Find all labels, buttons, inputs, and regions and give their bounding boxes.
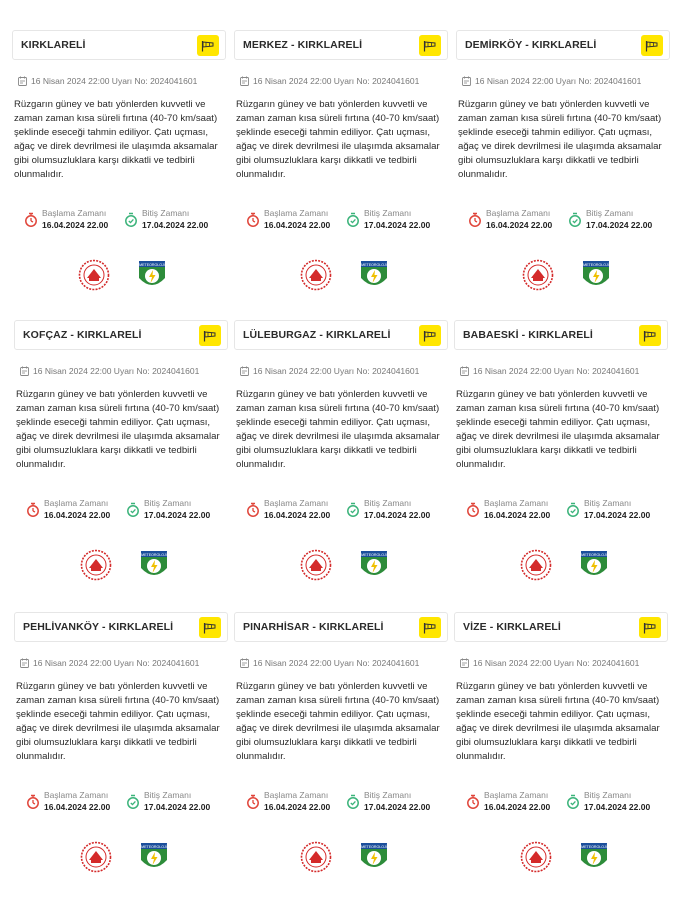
logos (456, 258, 670, 294)
start-value: 16.04.2024 22.00 (486, 220, 553, 230)
logos (14, 548, 228, 584)
meta-text: 16 Nisan 2024 22:00 Uyarı No: 2024041601 (31, 76, 198, 86)
card-header (14, 320, 228, 350)
warning-card[interactable] (234, 30, 448, 320)
clock-check-icon (126, 794, 140, 810)
windsock-icon (641, 35, 663, 56)
warning-meta (20, 366, 199, 376)
region-title: VİZE - KIRKLARELİ (463, 621, 561, 633)
warning-description: Rüzgarın güney ve batı yönlerden kuvvetli ve zaman zaman kısa süreli fırtına (40-70 km/saat) şeklinde eseceği tahmin ediliyor. Çatı uçması, ağaç ve direk devrilmesi ile ulaşımda aksamalar gibi olumsuzluklara karşı dikkatli ve tedbirli olunmalıdır. (16, 681, 220, 762)
ministry-emblem-logo (80, 840, 112, 874)
end-label: Bitiş Zamanı (584, 790, 632, 800)
end-label: Bitiş Zamanı (586, 208, 634, 218)
start-label: Başlama Zamanı (264, 208, 329, 218)
start-time (26, 498, 110, 520)
warning-card[interactable] (234, 320, 448, 610)
meta-text: 16 Nisan 2024 22:00 Uyarı No: 2024041601 (475, 76, 642, 86)
end-label: Bitiş Zamanı (144, 498, 192, 508)
ministry-emblem-logo (300, 258, 332, 292)
region-title: KIRKLARELİ (21, 39, 86, 51)
warning-description: Rüzgarın güney ve batı yönlerden kuvvetli ve zaman zaman kısa süreli fırtına (40-70 km/saat) şeklinde eseceği tahmin ediliyor. Çatı uçması, ağaç ve direk devrilmesi ile ulaşımda aksamalar gibi olumsuzluklara karşı dikkatli ve tedbirli olunmalıdır. (14, 99, 218, 180)
region-title: PEHLİVANKÖY - KIRKLARELİ (23, 621, 174, 633)
meteoroloji-logo (358, 258, 390, 292)
warning-meta (20, 658, 199, 668)
calendar-icon (240, 76, 249, 86)
logos (454, 548, 668, 584)
meta-text: 16 Nisan 2024 22:00 Uyarı No: 2024041601 (473, 366, 640, 376)
end-value: 17.04.2024 22.00 (364, 510, 431, 520)
svg-text:METEOROLOJİ: METEOROLOJİ (581, 552, 607, 557)
windsock-icon (639, 325, 661, 346)
clock-check-icon (566, 794, 580, 810)
start-label: Başlama Zamanı (484, 498, 549, 508)
region-title: PINARHİSAR - KIRKLARELİ (243, 621, 384, 633)
clock-check-icon (124, 212, 138, 228)
end-time (126, 790, 210, 812)
calendar-icon (20, 366, 29, 376)
end-value: 17.04.2024 22.00 (364, 802, 431, 812)
windsock-icon (419, 35, 441, 56)
time-range (18, 790, 228, 818)
logos (234, 840, 448, 876)
clock-check-icon (346, 502, 360, 518)
end-time (346, 498, 430, 520)
start-value: 16.04.2024 22.00 (484, 510, 551, 520)
calendar-icon (460, 658, 469, 668)
start-time (246, 208, 330, 230)
ministry-emblem-logo (300, 840, 332, 874)
end-time (126, 498, 210, 520)
svg-text:METEOROLOJİ: METEOROLOJİ (583, 262, 609, 267)
ministry-emblem-logo (522, 258, 554, 292)
meteoroloji-logo (358, 548, 390, 582)
end-label: Bitiş Zamanı (364, 208, 412, 218)
calendar-icon (460, 366, 469, 376)
start-value: 16.04.2024 22.00 (484, 802, 551, 812)
warning-card[interactable] (14, 612, 228, 902)
clock-check-icon (568, 212, 582, 228)
windsock-icon (419, 325, 441, 346)
start-value: 16.04.2024 22.00 (44, 802, 111, 812)
start-label: Başlama Zamanı (484, 790, 549, 800)
alarm-clock-icon (26, 794, 40, 810)
meta-text: 16 Nisan 2024 22:00 Uyarı No: 2024041601 (253, 76, 420, 86)
time-range (238, 790, 448, 818)
end-value: 17.04.2024 22.00 (142, 220, 209, 230)
alarm-clock-icon (26, 502, 40, 518)
ministry-emblem-logo (520, 840, 552, 874)
warning-meta (18, 76, 197, 86)
meteoroloji-logo (578, 548, 610, 582)
svg-text:METEOROLOJİ: METEOROLOJİ (141, 552, 167, 557)
end-time (124, 208, 208, 230)
clock-check-icon (346, 212, 360, 228)
end-label: Bitiş Zamanı (144, 790, 192, 800)
ministry-emblem-logo (520, 548, 552, 582)
end-time (566, 790, 650, 812)
card-header (454, 612, 668, 642)
windsock-icon (419, 617, 441, 638)
calendar-icon (240, 658, 249, 668)
time-range (460, 208, 670, 236)
end-value: 17.04.2024 22.00 (364, 220, 431, 230)
warning-card[interactable] (454, 612, 668, 902)
start-value: 16.04.2024 22.00 (264, 802, 331, 812)
meteoroloji-logo (358, 840, 390, 874)
start-time (468, 208, 552, 230)
windsock-icon (639, 617, 661, 638)
warning-meta (240, 366, 419, 376)
region-title: BABAESKİ - KIRKLARELİ (463, 329, 593, 341)
warning-card[interactable] (456, 30, 670, 320)
warning-meta (460, 658, 639, 668)
meteoroloji-logo (578, 840, 610, 874)
end-label: Bitiş Zamanı (364, 498, 412, 508)
meteoroloji-logo (136, 258, 168, 292)
calendar-icon (18, 76, 27, 86)
meta-text: 16 Nisan 2024 22:00 Uyarı No: 2024041601 (253, 658, 420, 668)
meta-text: 16 Nisan 2024 22:00 Uyarı No: 2024041601 (33, 658, 200, 668)
alarm-clock-icon (466, 794, 480, 810)
svg-text:METEOROLOJİ: METEOROLOJİ (361, 262, 387, 267)
region-title: DEMİRKÖY - KIRKLARELİ (465, 39, 597, 51)
ministry-emblem-logo (78, 258, 110, 292)
card-header (234, 612, 448, 642)
start-label: Başlama Zamanı (486, 208, 551, 218)
logos (12, 258, 226, 294)
end-label: Bitiş Zamanı (142, 208, 190, 218)
meta-text: 16 Nisan 2024 22:00 Uyarı No: 2024041601 (33, 366, 200, 376)
calendar-icon (462, 76, 471, 86)
start-time (24, 208, 108, 230)
alarm-clock-icon (246, 502, 260, 518)
meta-text: 16 Nisan 2024 22:00 Uyarı No: 2024041601 (473, 658, 640, 668)
start-value: 16.04.2024 22.00 (44, 510, 111, 520)
warning-card[interactable] (454, 320, 668, 610)
windsock-icon (197, 35, 219, 56)
clock-check-icon (126, 502, 140, 518)
card-header (234, 320, 448, 350)
warning-description: Rüzgarın güney ve batı yönlerden kuvvetli ve zaman zaman kısa süreli fırtına (40-70 km/saat) şeklinde eseceği tahmin ediliyor. Çatı uçması, ağaç ve direk devrilmesi ile ulaşımda aksamalar gibi olumsuzluklara karşı dikkatli ve tedbirli olunmalıdır. (16, 389, 220, 470)
start-label: Başlama Zamanı (42, 208, 107, 218)
logos (454, 840, 668, 876)
start-value: 16.04.2024 22.00 (264, 510, 331, 520)
region-title: KOFÇAZ - KIRKLARELİ (23, 329, 142, 341)
end-time (568, 208, 652, 230)
warning-description: Rüzgarın güney ve batı yönlerden kuvvetli ve zaman zaman kısa süreli fırtına (40-70 km/saat) şeklinde eseceği tahmin ediliyor. Çatı uçması, ağaç ve direk devrilmesi ile ulaşımda aksamalar gibi olumsuzluklara karşı dikkatli ve tedbirli olunmalıdır. (456, 681, 660, 762)
time-range (18, 498, 228, 526)
warning-meta (462, 76, 641, 86)
meteoroloji-logo (138, 840, 170, 874)
logos (234, 258, 448, 294)
calendar-icon (240, 366, 249, 376)
start-time (466, 790, 550, 812)
time-range (238, 208, 448, 236)
time-range (238, 498, 448, 526)
start-value: 16.04.2024 22.00 (42, 220, 109, 230)
ministry-emblem-logo (80, 548, 112, 582)
end-value: 17.04.2024 22.00 (144, 802, 211, 812)
end-value: 17.04.2024 22.00 (586, 220, 653, 230)
alarm-clock-icon (466, 502, 480, 518)
end-label: Bitiş Zamanı (364, 790, 412, 800)
svg-text:METEOROLOJİ: METEOROLOJİ (141, 844, 167, 849)
meta-text: 16 Nisan 2024 22:00 Uyarı No: 2024041601 (253, 366, 420, 376)
end-value: 17.04.2024 22.00 (584, 510, 651, 520)
clock-check-icon (346, 794, 360, 810)
svg-text:METEOROLOJİ: METEOROLOJİ (139, 262, 165, 267)
start-time (466, 498, 550, 520)
start-label: Başlama Zamanı (44, 498, 109, 508)
svg-text:METEOROLOJİ: METEOROLOJİ (581, 844, 607, 849)
windsock-icon (199, 325, 221, 346)
region-title: MERKEZ - KIRKLARELİ (243, 39, 363, 51)
alarm-clock-icon (24, 212, 38, 228)
warning-meta (460, 366, 639, 376)
start-label: Başlama Zamanı (264, 498, 329, 508)
ministry-emblem-logo (300, 548, 332, 582)
start-time (26, 790, 110, 812)
start-time (246, 790, 330, 812)
alarm-clock-icon (468, 212, 482, 228)
end-time (566, 498, 650, 520)
card-header (454, 320, 668, 350)
end-time (346, 790, 430, 812)
start-time (246, 498, 330, 520)
warning-meta (240, 658, 419, 668)
card-header (234, 30, 448, 60)
region-title: LÜLEBURGAZ - KIRKLARELİ (243, 329, 391, 341)
warning-meta (240, 76, 419, 86)
alarm-clock-icon (246, 794, 260, 810)
clock-check-icon (566, 502, 580, 518)
alarm-clock-icon (246, 212, 260, 228)
warning-description: Rüzgarın güney ve batı yönlerden kuvvetli ve zaman zaman kısa süreli fırtına (40-70 km/saat) şeklinde eseceği tahmin ediliyor. Çatı uçması, ağaç ve direk devrilmesi ile ulaşımda aksamalar gibi olumsuzluklara karşı dikkatli ve tedbirli olunmalıdır. (236, 681, 440, 762)
time-range (16, 208, 226, 236)
start-value: 16.04.2024 22.00 (264, 220, 331, 230)
svg-text:METEOROLOJİ: METEOROLOJİ (361, 552, 387, 557)
end-value: 17.04.2024 22.00 (144, 510, 211, 520)
warning-card[interactable] (14, 320, 228, 610)
time-range (458, 790, 668, 818)
windsock-icon (199, 617, 221, 638)
logos (234, 548, 448, 584)
warning-card[interactable] (234, 612, 448, 902)
card-header (14, 612, 228, 642)
warning-card[interactable] (12, 30, 226, 320)
warning-description: Rüzgarın güney ve batı yönlerden kuvvetli ve zaman zaman kısa süreli fırtına (40-70 km/saat) şeklinde eseceği tahmin ediliyor. Çatı uçması, ağaç ve direk devrilmesi ile ulaşımda aksamalar gibi olumsuzluklara karşı dikkatli ve tedbirli olunmalıdır. (456, 389, 660, 470)
time-range (458, 498, 668, 526)
meteoroloji-logo (580, 258, 612, 292)
card-header (456, 30, 670, 60)
card-header (12, 30, 226, 60)
svg-text:METEOROLOJİ: METEOROLOJİ (361, 844, 387, 849)
warning-description: Rüzgarın güney ve batı yönlerden kuvvetli ve zaman zaman kısa süreli fırtına (40-70 km/saat) şeklinde eseceği tahmin ediliyor. Çatı uçması, ağaç ve direk devrilmesi ile ulaşımda aksamalar gibi olumsuzluklara karşı dikkatli ve tedbirli olunmalıdır. (236, 389, 440, 470)
end-value: 17.04.2024 22.00 (584, 802, 651, 812)
start-label: Başlama Zamanı (264, 790, 329, 800)
warning-description: Rüzgarın güney ve batı yönlerden kuvvetli ve zaman zaman kısa süreli fırtına (40-70 km/saat) şeklinde eseceği tahmin ediliyor. Çatı uçması, ağaç ve direk devrilmesi ile ulaşımda aksamalar gibi olumsuzluklara karşı dikkatli ve tedbirli olunmalıdır. (236, 99, 440, 180)
start-label: Başlama Zamanı (44, 790, 109, 800)
end-label: Bitiş Zamanı (584, 498, 632, 508)
logos (14, 840, 228, 876)
meteoroloji-logo (138, 548, 170, 582)
end-time (346, 208, 430, 230)
calendar-icon (20, 658, 29, 668)
warning-description: Rüzgarın güney ve batı yönlerden kuvvetli ve zaman zaman kısa süreli fırtına (40-70 km/saat) şeklinde eseceği tahmin ediliyor. Çatı uçması, ağaç ve direk devrilmesi ile ulaşımda aksamalar gibi olumsuzluklara karşı dikkatli ve tedbirli olunmalıdır. (458, 99, 662, 180)
